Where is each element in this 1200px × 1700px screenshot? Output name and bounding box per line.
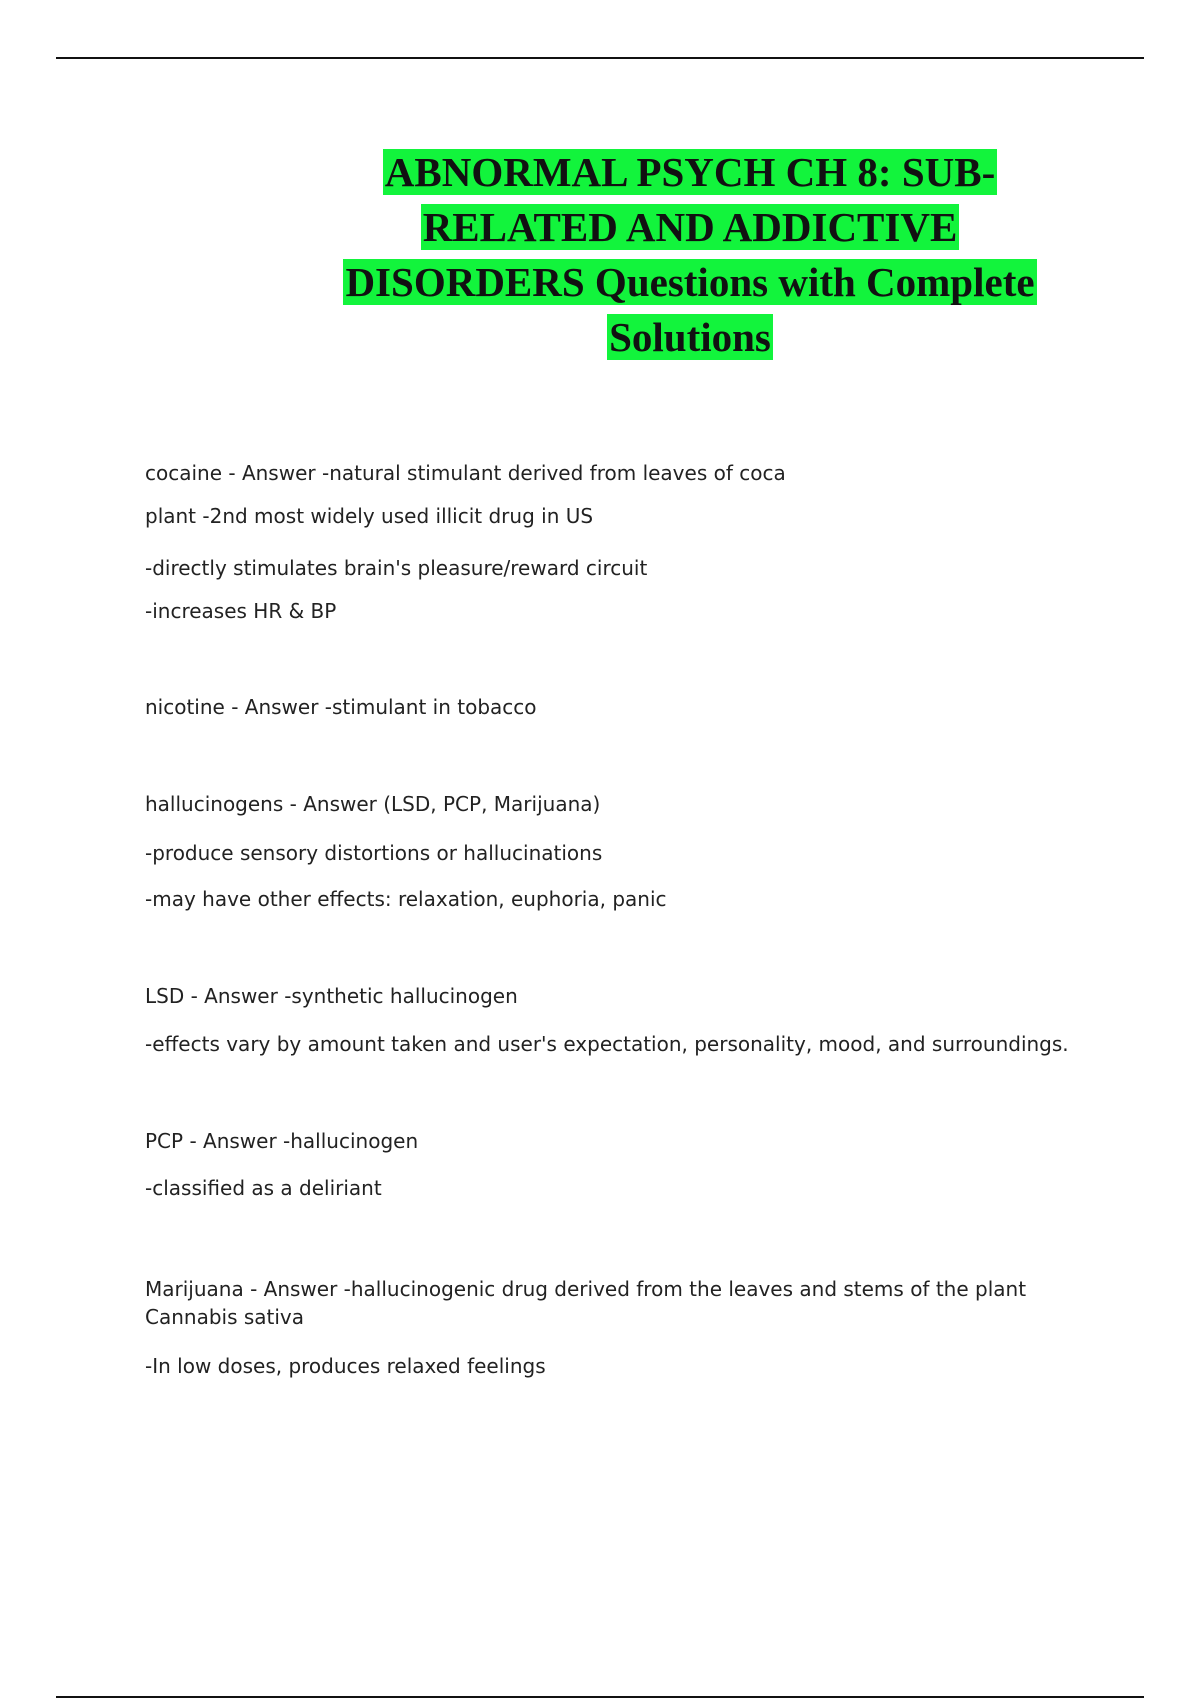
footer-rule	[56, 1696, 1144, 1698]
lsd-question: LSD - Answer -synthetic hallucinogen	[145, 984, 518, 1008]
hallucinogens-answer-line-2: -produce sensory distortions or hallucinations	[145, 841, 603, 865]
hallucinogens-answer-line-3: -may have other effects: relaxation, euphoria, panic	[145, 887, 667, 911]
pcp-answer-line-2: -classified as a deliriant	[145, 1176, 382, 1200]
marijuana-question: Marijuana - Answer -hallucinogenic drug derived from the leaves and stems of the plant	[145, 1277, 1027, 1301]
header-rule	[56, 57, 1144, 59]
lsd-answer-line-2: -effects vary by amount taken and user's expectation, personality, mood, and surroundings.	[145, 1032, 1069, 1056]
marijuana-answer-line-3: -In low doses, produces relaxed feelings	[145, 1354, 546, 1378]
pcp-question: PCP - Answer -hallucinogen	[145, 1129, 419, 1153]
title-line-2	[300, 200, 1080, 255]
title-line-3	[300, 255, 1080, 310]
document-title	[300, 145, 1080, 365]
hallucinogens-question: hallucinogens - Answer (LSD, PCP, Marijuana)	[145, 792, 601, 816]
title-line-2-text: RELATED AND ADDICTIVE	[422, 204, 958, 250]
title-line-4	[300, 310, 1080, 365]
title-line-1-text: ABNORMAL PSYCH CH 8: SUB-	[384, 149, 996, 195]
title-line-4-text: Solutions	[609, 314, 771, 360]
title-line-1	[300, 145, 1080, 200]
cocaine-answer-line-2: plant -2nd most widely used illicit drug in US	[145, 504, 594, 528]
nicotine-question: nicotine - Answer -stimulant in tobacco	[145, 695, 537, 719]
cocaine-answer-line-3: -directly stimulates brain's pleasure/reward circuit	[145, 556, 648, 580]
marijuana-answer-line-2: Cannabis sativa	[145, 1305, 305, 1329]
cocaine-question: cocaine - Answer -natural stimulant derived from leaves of coca	[145, 461, 786, 485]
title-line-3-text: DISORDERS Questions with Complete	[345, 259, 1035, 305]
cocaine-answer-line-4: -increases HR & BP	[145, 599, 337, 623]
